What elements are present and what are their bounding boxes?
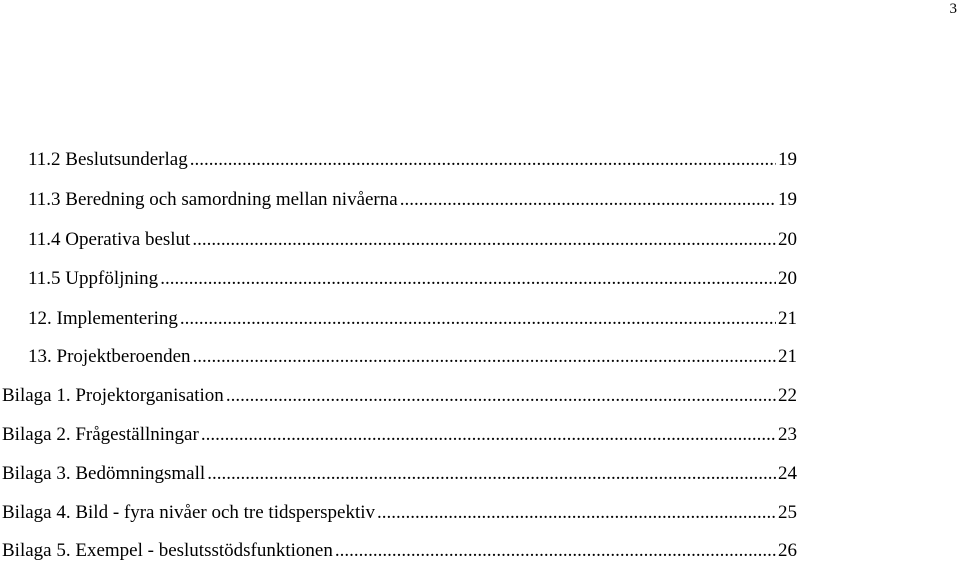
toc-entry-page: 19 — [778, 149, 797, 170]
toc-entry-page: 19 — [778, 189, 797, 210]
toc-entry-page: 26 — [778, 540, 797, 561]
toc-entry-12[interactable] — [28, 305, 797, 333]
toc-leader-dots — [180, 305, 776, 333]
toc-entry-page: 21 — [778, 308, 797, 329]
toc-entry-title: Bilaga 5. Exempel - beslutsstödsfunktionen — [2, 540, 333, 561]
toc-entry-11-2[interactable] — [28, 146, 797, 174]
toc-entry-title: 12. Implementering — [28, 308, 178, 329]
toc-leader-dots — [207, 460, 776, 488]
toc-entry-page: 23 — [778, 424, 797, 445]
toc-leader-dots — [377, 499, 776, 527]
toc-leader-dots — [201, 421, 776, 449]
toc-entry-title: Bilaga 2. Frågeställningar — [2, 424, 199, 445]
toc-leader-dots — [400, 186, 776, 214]
toc-leader-dots — [160, 265, 776, 293]
toc-leader-dots — [226, 382, 776, 410]
toc-entry-bilaga-1[interactable] — [2, 382, 797, 410]
toc-leader-dots — [192, 226, 776, 254]
toc-entry-bilaga-2[interactable] — [2, 421, 797, 449]
toc-entry-11-4[interactable] — [28, 226, 797, 254]
toc-entry-page: 25 — [778, 502, 797, 523]
toc-entry-11-3[interactable] — [28, 186, 797, 214]
toc-entry-page: 21 — [778, 346, 797, 367]
toc-entry-page: 22 — [778, 385, 797, 406]
toc-entry-bilaga-3[interactable] — [2, 460, 797, 488]
toc-entry-title: 11.3 Beredning och samordning mellan nivåerna — [28, 189, 398, 210]
toc-entry-page: 24 — [778, 463, 797, 484]
toc-entry-title: Bilaga 4. Bild - fyra nivåer och tre tidsperspektiv — [2, 502, 376, 523]
toc-entry-title: Bilaga 3. Bedömningsmall — [2, 463, 206, 484]
toc-entry-title: 11.4 Operativa beslut — [28, 229, 191, 250]
toc-entry-page: 20 — [778, 229, 797, 250]
toc-entry-page: 20 — [778, 268, 797, 289]
toc-leader-dots — [193, 343, 776, 371]
toc-entry-title: 11.2 Beslutsunderlag — [28, 149, 188, 170]
toc-entry-title: 13. Projektberoenden — [28, 346, 191, 367]
toc-entry-13[interactable] — [28, 343, 797, 371]
toc-entry-title: Bilaga 1. Projektorganisation — [2, 385, 224, 406]
toc-entry-title: 11.5 Uppföljning — [28, 268, 159, 289]
page-number: 3 — [949, 1, 957, 17]
toc-entry-11-5[interactable] — [28, 265, 797, 293]
toc-leader-dots — [335, 537, 776, 565]
toc-entry-bilaga-5[interactable] — [2, 537, 797, 565]
toc-entry-bilaga-4[interactable] — [2, 499, 797, 527]
toc-leader-dots — [190, 146, 776, 174]
